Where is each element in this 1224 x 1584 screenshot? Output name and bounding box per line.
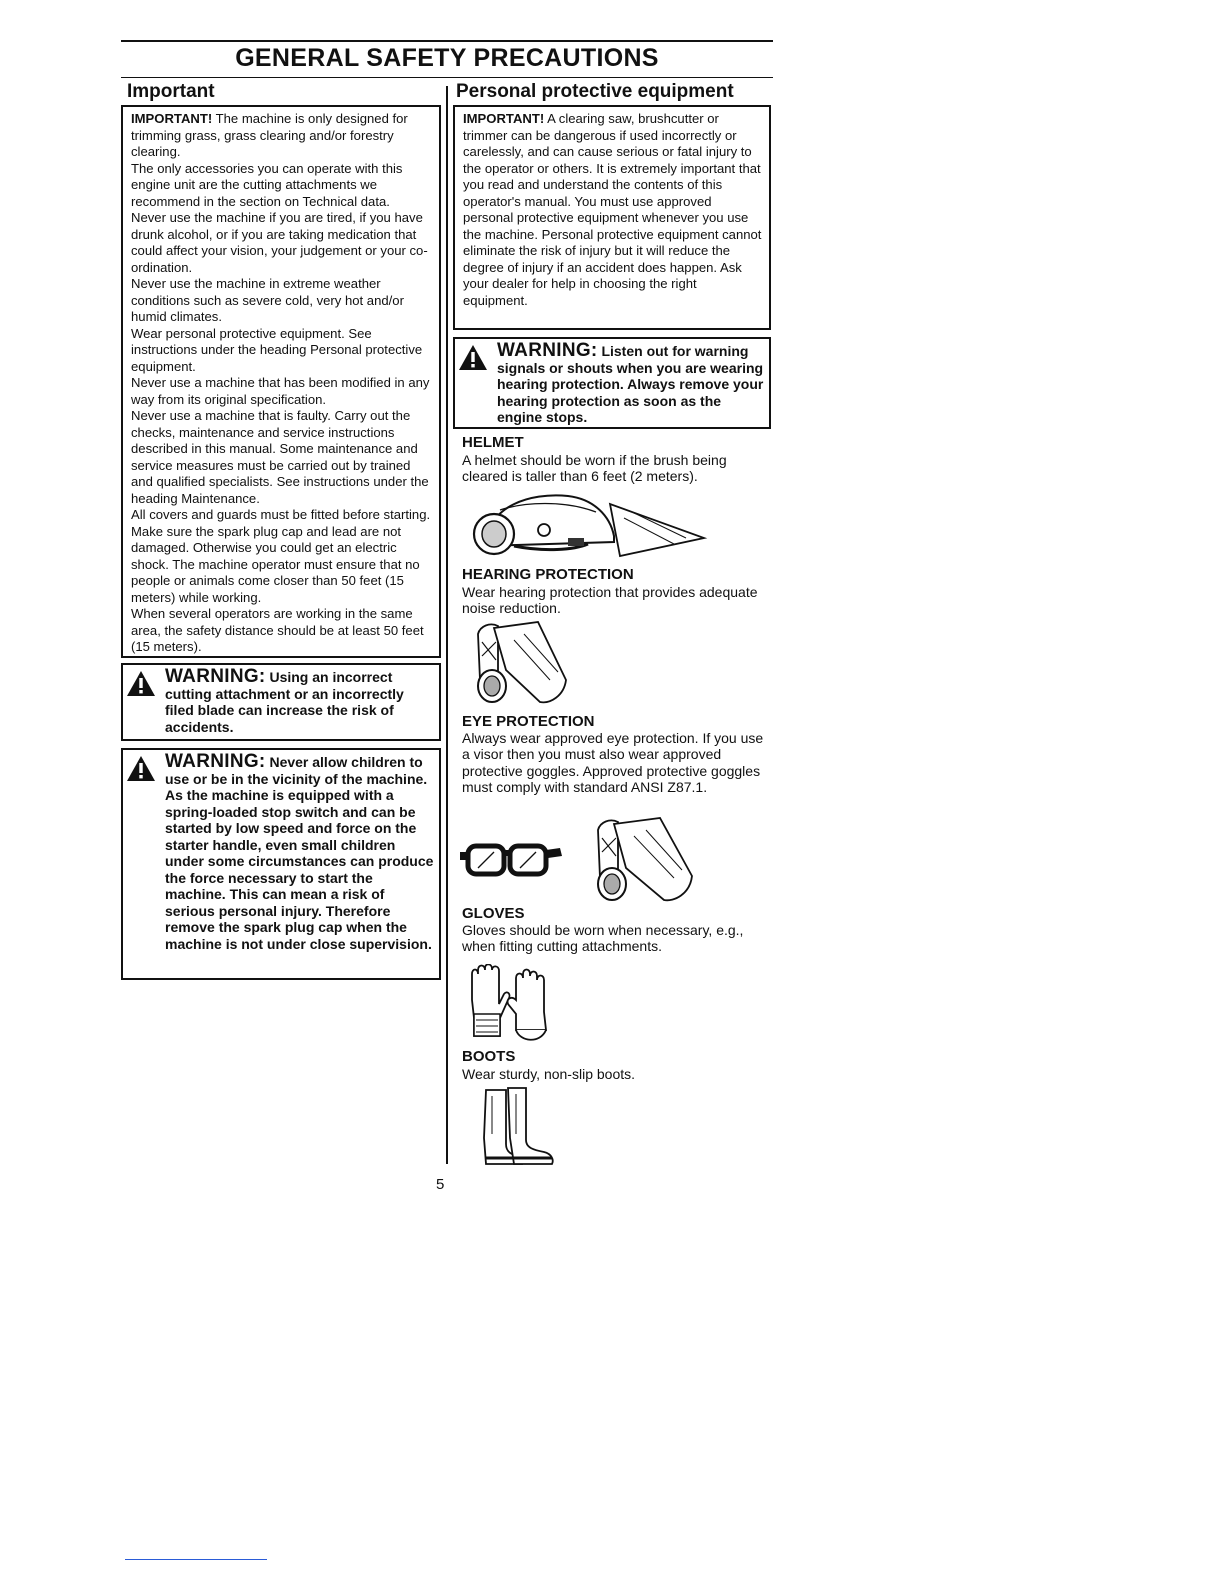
boots-title: BOOTS <box>462 1048 516 1065</box>
title-bottom-rule <box>121 77 773 78</box>
gloves-text: Gloves should be worn when necessary, e.g., when fitting cutting attachments. <box>462 922 744 955</box>
warning-word: WARNING: <box>497 340 598 361</box>
warning-triangle-icon <box>126 670 156 697</box>
warning-box-hearing <box>453 337 771 429</box>
important-paragraph: Never use a machine that is faulty. Carry out the checks, maintenance and service instructions described in this manual. Some maintenance and service measures must be carried out by trained and qualified specialists. See instructions under the heading Maintenance. <box>131 408 429 506</box>
title-top-rule <box>121 40 773 42</box>
warning-triangle-icon <box>126 755 156 782</box>
important-heading: Important <box>127 81 215 102</box>
important-lead-paragraph <box>131 111 433 161</box>
important-lead-text: The machine is only designed for trimming grass, grass clearing and/or forestry clearing. <box>131 111 408 159</box>
hearing-protection-text: Wear hearing protection that provides adequate noise reduction. <box>462 584 758 617</box>
important-paragraph: All covers and guards must be fitted before starting. Make sure the spark plug cap and lead are not damaged. Otherwise you could get an electric shock. The machine operator must ensure that no people or animals come closer than 50 feet (15 meters) while working. <box>131 507 431 605</box>
eye-protection-text: Always wear approved eye protection. If you use a visor then you must also wear approved protective goggles. Approved protective goggles must comply with standard ANSI Z87.1. <box>462 730 764 795</box>
column-divider <box>446 86 448 1164</box>
boots-icon <box>478 1086 562 1168</box>
ppe-lead-paragraph <box>463 111 763 309</box>
warning-text <box>165 666 435 735</box>
warning-text <box>165 751 435 952</box>
bottom-link-underline <box>125 1559 267 1560</box>
important-paragraph: The only accessories you can operate with this engine unit are the cutting attachments we recommend in the section on Technical data. <box>131 160 403 209</box>
warning-triangle-icon <box>458 344 488 371</box>
helmet-title: HELMET <box>462 434 524 451</box>
page-number: 5 <box>436 1176 445 1193</box>
ppe-lead: IMPORTANT! <box>463 111 545 126</box>
ppe-important-box <box>453 105 771 330</box>
important-paragraph: Never use the machine in extreme weather conditions such as severe cold, very hot and/or humid climates. <box>131 276 404 324</box>
warning-box-children <box>121 748 441 980</box>
page-title: GENERAL SAFETY PRECAUTIONS <box>235 44 659 72</box>
boots-text: Wear sturdy, non-slip boots. <box>462 1066 636 1082</box>
important-box <box>121 105 441 658</box>
warning-message: Listen out for warning signals or shouts when you are wearing hearing protection. Always remove your hearing protection as soon as the engine stops. <box>497 343 764 425</box>
helmet-icon <box>464 490 712 562</box>
gloves-title: GLOVES <box>462 905 525 922</box>
face-shield-icon <box>466 620 570 706</box>
important-paragraph: Wear personal protective equipment. See instructions under the heading Personal protective equipment. <box>131 325 423 374</box>
warning-text <box>497 340 765 426</box>
hearing-protection-title: HEARING PROTECTION <box>462 566 634 583</box>
important-paragraph: Never use the machine if you are tired, if you have drunk alcohol, or if you are taking medication that could affect your vision, your judgement or your co-ordination. <box>131 210 428 275</box>
warning-message: Using an incorrect cutting attachment or an incorrectly filed blade can increase the risk of accidents. <box>165 669 404 735</box>
warning-word: WARNING: <box>165 666 266 687</box>
warning-word: WARNING: <box>165 751 266 772</box>
gloves-icon <box>468 964 558 1046</box>
ppe-lead-text: A clearing saw, brushcutter or trimmer can be dangerous if used incorrectly or carelessly, and can cause serious or fatal injury to the operator or others. It is extremely important that you read and understand the contents of this operator's manual. You must use approved personal protective equipment whenever you use the machine. Personal protective equipment cannot eliminate the risk of injury but it will reduce the degree of injury if an accident does happen. Ask your dealer for help in choosing the right equipment. <box>463 111 762 308</box>
warning-box-attachment <box>121 663 441 741</box>
important-lead: IMPORTANT! <box>131 111 213 126</box>
eye-protection-title: EYE PROTECTION <box>462 713 595 730</box>
warning-message: Never allow children to use or be in the vicinity of the machine. As the machine is equipped with a spring-loaded stop switch and can be started by low speed and force on the starter handle, even small children under some circumstances can produce the force necessary to start the machine. This can mean a risk of serious personal injury. Therefore remove the spark plug cap when the machine is not under close supervision. <box>165 754 434 952</box>
goggles-icon <box>456 840 566 880</box>
important-paragraph: When several operators are working in the same area, the safety distance should be at least 50 feet (15 meters). <box>131 606 424 654</box>
face-shield-icon <box>586 816 696 904</box>
ppe-heading: Personal protective equipment <box>456 81 734 102</box>
important-paragraph: Never use a machine that has been modified in any way from its original specification. <box>131 375 430 407</box>
helmet-text: A helmet should be worn if the brush being cleared is taller than 6 feet (2 meters). <box>462 452 727 485</box>
